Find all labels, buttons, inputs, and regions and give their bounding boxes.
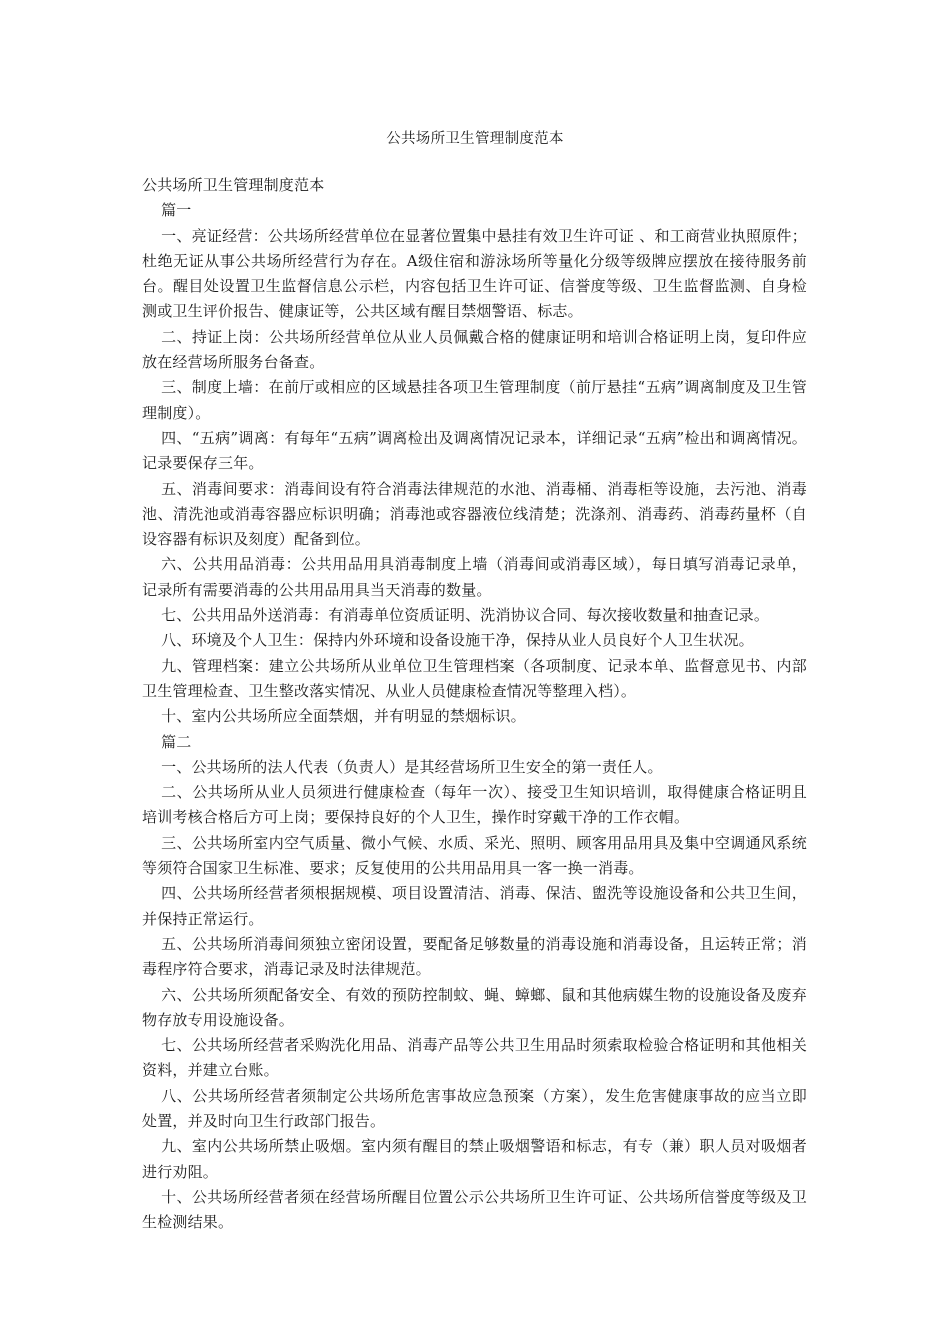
part1-paragraph-9: 九、管理档案：建立公共场所从业单位卫生管理档案（各项制度、记录本单、监督意见书、内部卫生管理检查、卫生整改落实情况、从业人员健康检查情况等整理入档）。 xyxy=(142,656,807,700)
part2-paragraph-5: 五、公共场所消毒间须独立密闭设置，要配备足够数量的消毒设施和消毒设备，且运转正常；消毒程序符合要求，消毒记录及时法律规范。 xyxy=(142,934,807,979)
part2-paragraph-8: 八、公共场所经营者须制定公共场所危害事故应急预案（方案），发生危害健康事故的应当立即处置，并及时向卫生行政部门报告。 xyxy=(142,1086,807,1130)
part1-heading: 篇一 xyxy=(161,201,192,220)
part1-paragraph-2: 二、持证上岗：公共场所经营单位从业人员佩戴合格的健康证明和培训合格证明上岗，复印件应放在经营场所服务台备查。 xyxy=(142,327,807,372)
part1-paragraph-1: 一、亮证经营：公共场所经营单位在显著位置集中悬挂有效卫生许可证 、和工商营业执照原件；杜绝无证从事公共场所经营行为存在。A级住宿和游泳场所等量化分级等级牌应摆放在接待服务前台。醒目处设置卫生监督信息公示栏，内容包括卫生许可证、信誉度等级、卫生监督监测、自身检测或卫生评价报告、健康证等，公共区域有醒目禁烟警语、标志。 xyxy=(142,226,807,321)
document-subtitle: 公共场所卫生管理制度范本 xyxy=(142,176,325,194)
document-title: 公共场所卫生管理制度范本 xyxy=(386,131,564,147)
part1-paragraph-10: 十、室内公共场所应全面禁烟，并有明显的禁烟标识。 xyxy=(161,707,526,726)
part2-paragraph-3: 三、公共场所室内空气质量、微小气候、水质、采光、照明、顾客用品用具及集中空调通风系统等须符合国家卫生标准、要求；反复使用的公共用品用具一客一换一消毒。 xyxy=(142,833,807,878)
part2-heading: 篇二 xyxy=(161,732,192,751)
part1-paragraph-7: 七、公共用品外送消毒：有消毒单位资质证明、洗消协议合同、每次接收数量和抽查记录。 xyxy=(161,606,770,625)
part1-paragraph-6: 六、公共用品消毒：公共用品用具消毒制度上墙（消毒间或消毒区域），每日填写消毒记录单，记录所有需要消毒的公共用品用具当天消毒的数量。 xyxy=(142,555,807,599)
part2-paragraph-7: 七、公共场所经营者采购洗化用品、消毒产品等公共卫生用品时须索取检验合格证明和其他相关资料，并建立台账。 xyxy=(142,1036,807,1080)
part1-paragraph-4: 四、“五病”调离：有每年“五病”调离检出及调离情况记录本，详细记录“五病”检出和调离情况。记录要保存三年。 xyxy=(142,428,807,473)
part2-paragraph-9: 九、室内公共场所禁止吸烟。室内须有醒目的禁止吸烟警语和标志，有专（兼）职人员对吸烟者进行劝阻。 xyxy=(142,1137,807,1181)
part2-paragraph-6: 六、公共场所须配备安全、有效的预防控制蚊、蝇、蟑螂、鼠和其他病媒生物的设施设备及废弃物存放专用设施设备。 xyxy=(142,985,807,1029)
part2-paragraph-1: 一、公共场所的法人代表（负责人）是其经营场所卫生安全的第一责任人。 xyxy=(161,757,663,776)
part1-paragraph-3: 三、制度上墙：在前厅或相应的区域悬挂各项卫生管理制度（前厅悬挂“五病”调离制度及卫生管理制度）。 xyxy=(142,378,807,422)
part1-paragraph-8: 八、环境及个人卫生：保持内外环境和设备设施干净，保持从业人员良好个人卫生状况。 xyxy=(161,631,754,650)
part2-paragraph-2: 二、公共场所从业人员须进行健康检查（每年一次）、接受卫生知识培训，取得健康合格证明且培训考核合格后方可上岗；要保持良好的个人卫生，操作时穿戴干净的工作衣帽。 xyxy=(142,783,807,827)
part1-paragraph-5: 五、消毒间要求：消毒间设有符合消毒法律规范的水池、消毒桶、消毒柜等设施，去污池、消毒池、清洗池或消毒容器应标识明确；消毒池或容器液位线清楚；洗涤剂、消毒药、消毒药量杯（自设容器有标识及刻度）配备到位。 xyxy=(142,479,807,549)
part2-paragraph-10: 十、公共场所经营者须在经营场所醒目位置公示公共场所卫生许可证、公共场所信誉度等级及卫生检测结果。 xyxy=(142,1187,807,1232)
document-body xyxy=(142,173,807,1235)
part2-paragraph-4: 四、公共场所经营者须根据规模、项目设置清洁、消毒、保洁、盥洗等设施设备和公共卫生间，并保持正常运行。 xyxy=(142,884,807,928)
